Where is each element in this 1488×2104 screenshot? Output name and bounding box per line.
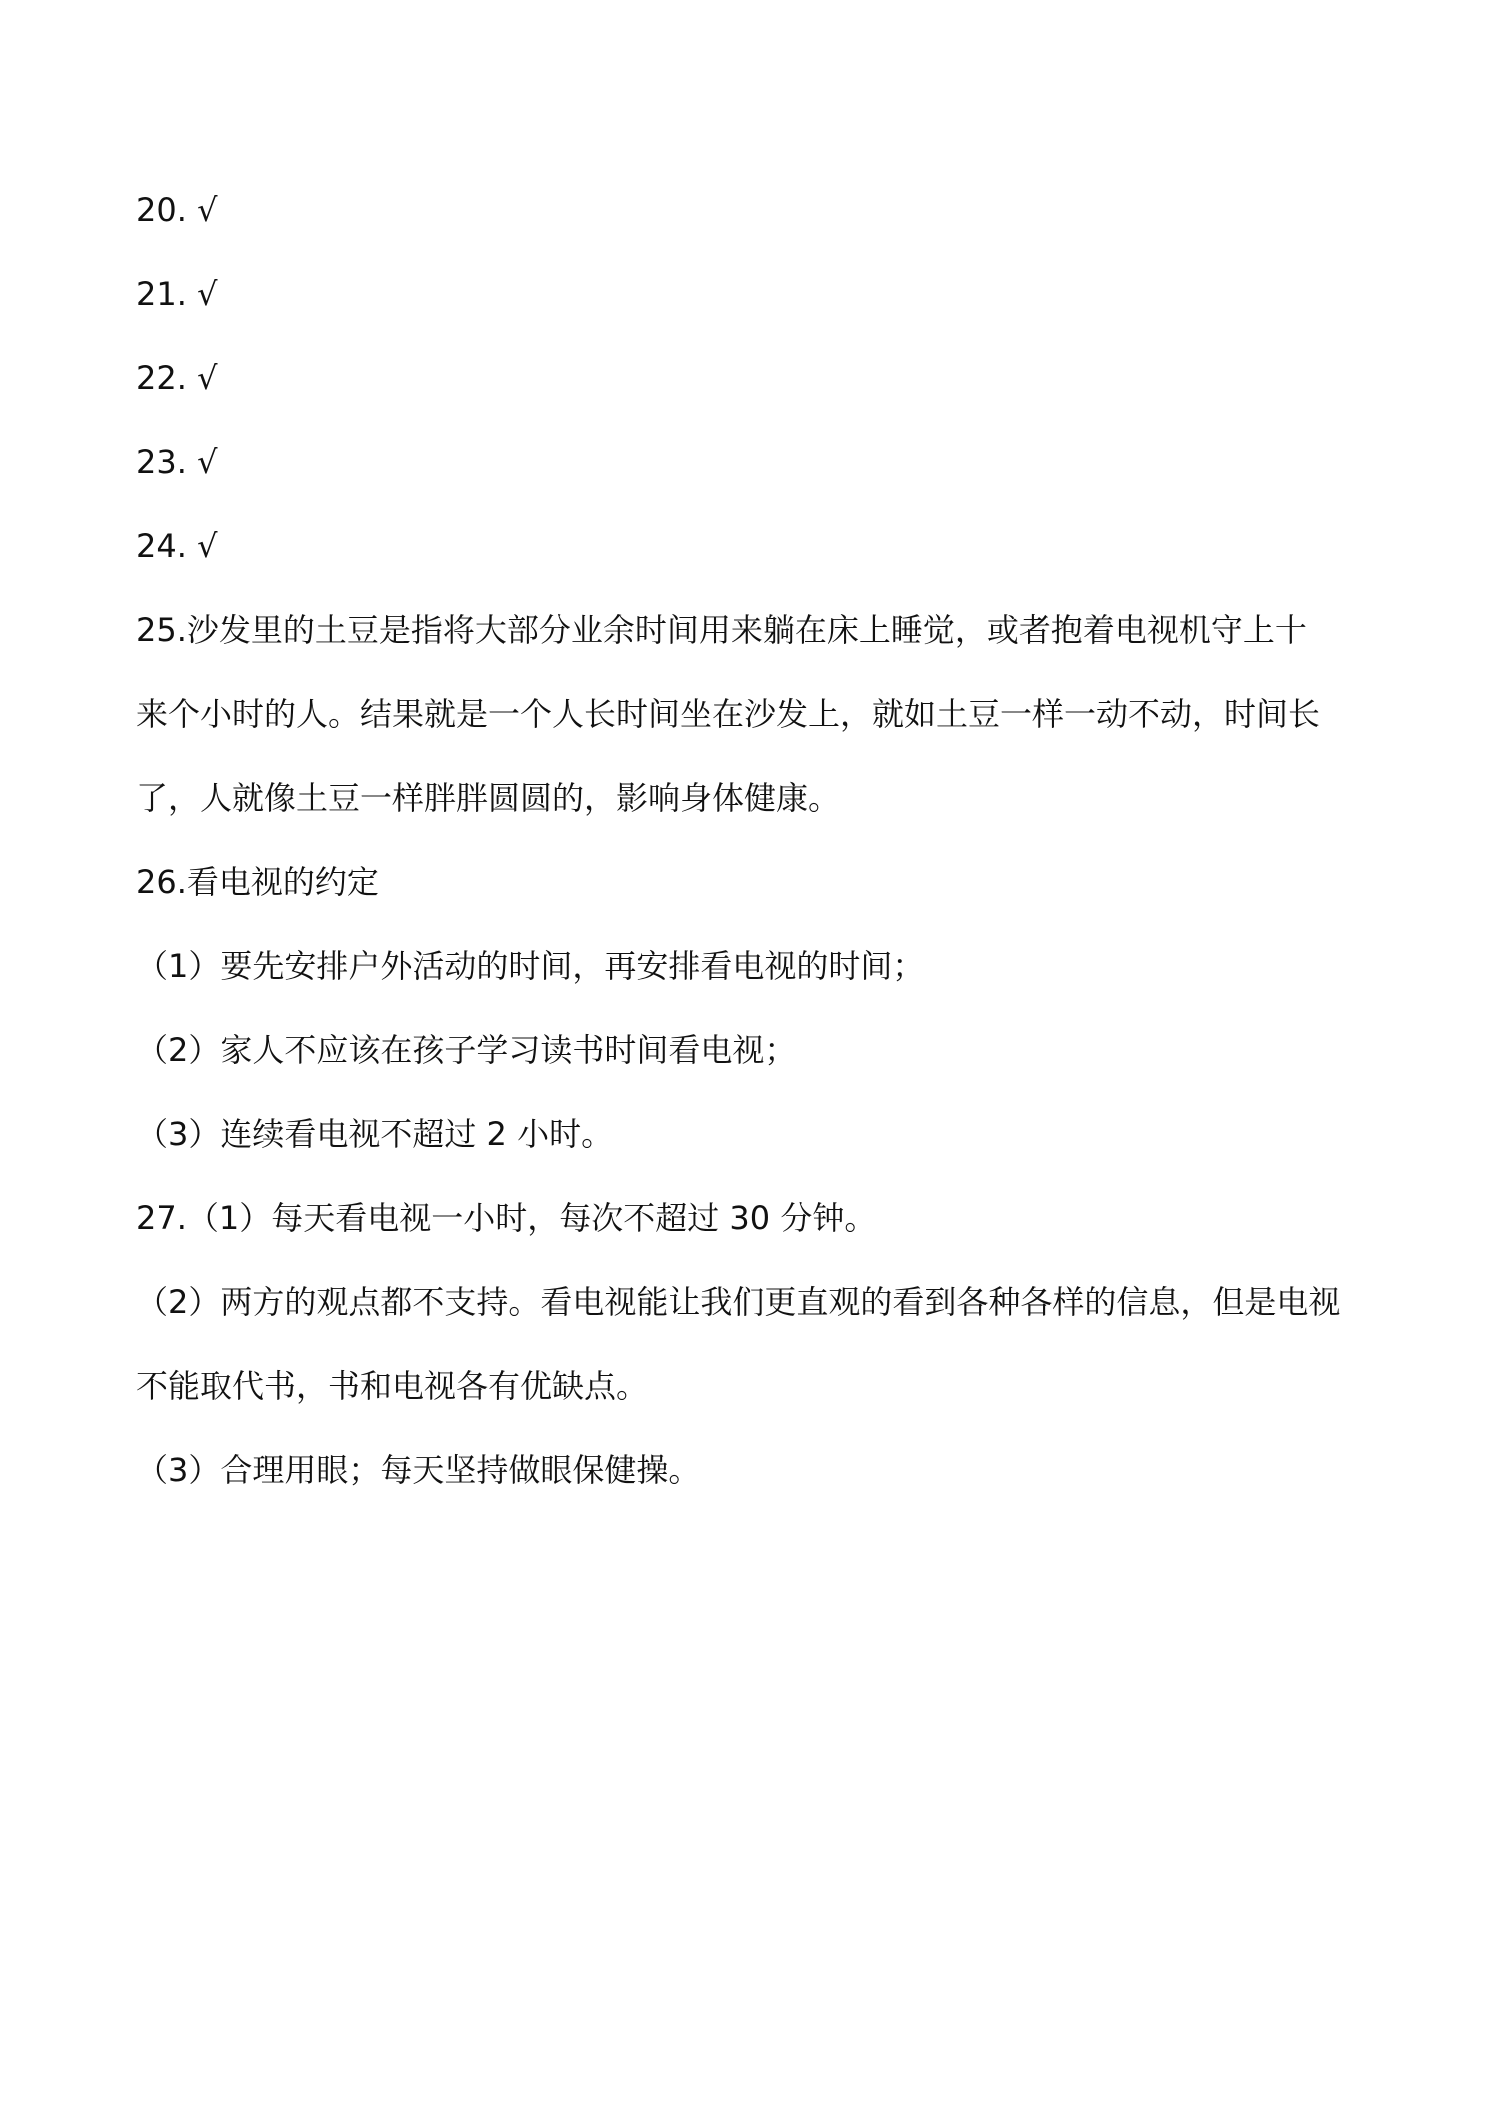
answer-separator: . — [176, 1199, 187, 1237]
answer-27-item-1 — [136, 1198, 1376, 1238]
answer-number: 21 — [136, 275, 177, 313]
answer-27-item-2-line-1: （2）两方的观点都不支持。看电视能让我们更直观的看到各种各样的信息，但是电视 — [136, 1283, 1341, 1321]
answer-text: （1）每天看电视一小时，每次不超过 30 分钟。 — [186, 1199, 877, 1237]
answer-separator: . — [176, 863, 187, 901]
answer-25-line-3: 了，人就像土豆一样胖胖圆圆的，影响身体健康。 — [136, 779, 841, 817]
answer-text: √ — [197, 443, 218, 481]
answer-text: 看电视的约定 — [186, 863, 379, 901]
answer-20 — [136, 190, 1376, 230]
answer-separator: . — [176, 275, 187, 313]
answer-number: 20 — [136, 191, 177, 229]
answer-25-line-1 — [136, 610, 1376, 650]
answer-26-item-3: （3）连续看电视不超过 2 小时。 — [136, 1115, 614, 1153]
answer-text: √ — [197, 275, 218, 313]
answer-text: √ — [197, 191, 218, 229]
answer-23 — [136, 442, 1376, 482]
answer-text: √ — [197, 359, 218, 397]
answer-25-line-2: 来个小时的人。结果就是一个人长时间坐在沙发上，就如土豆一样一动不动，时间长 — [136, 695, 1321, 733]
answer-separator: . — [176, 443, 187, 481]
answer-number: 24 — [136, 527, 177, 565]
answer-number: 27 — [136, 1199, 177, 1237]
answer-separator: . — [176, 527, 187, 565]
answer-separator: . — [176, 359, 187, 397]
answer-27-item-2-line-2: 不能取代书，书和电视各有优缺点。 — [136, 1367, 649, 1405]
answer-number: 22 — [136, 359, 177, 397]
answer-22 — [136, 358, 1376, 398]
answer-27-item-3: （3）合理用眼；每天坚持做眼保健操。 — [136, 1451, 701, 1489]
answer-26-item-2: （2）家人不应该在孩子学习读书时间看电视； — [136, 1031, 797, 1069]
answer-separator: . — [176, 611, 187, 649]
answer-number: 25 — [136, 611, 177, 649]
answer-26-item-1: （1）要先安排户外活动的时间，再安排看电视的时间； — [136, 947, 925, 985]
answer-number: 26 — [136, 863, 177, 901]
answer-separator: . — [176, 191, 187, 229]
answer-text: 沙发里的土豆是指将大部分业余时间用来躺在床上睡觉，或者抱着电视机守上十 — [186, 611, 1307, 649]
answer-text: √ — [197, 527, 218, 565]
answer-number: 23 — [136, 443, 177, 481]
answer-26-title — [136, 862, 1376, 902]
answer-24 — [136, 526, 1376, 566]
answer-21 — [136, 274, 1376, 314]
